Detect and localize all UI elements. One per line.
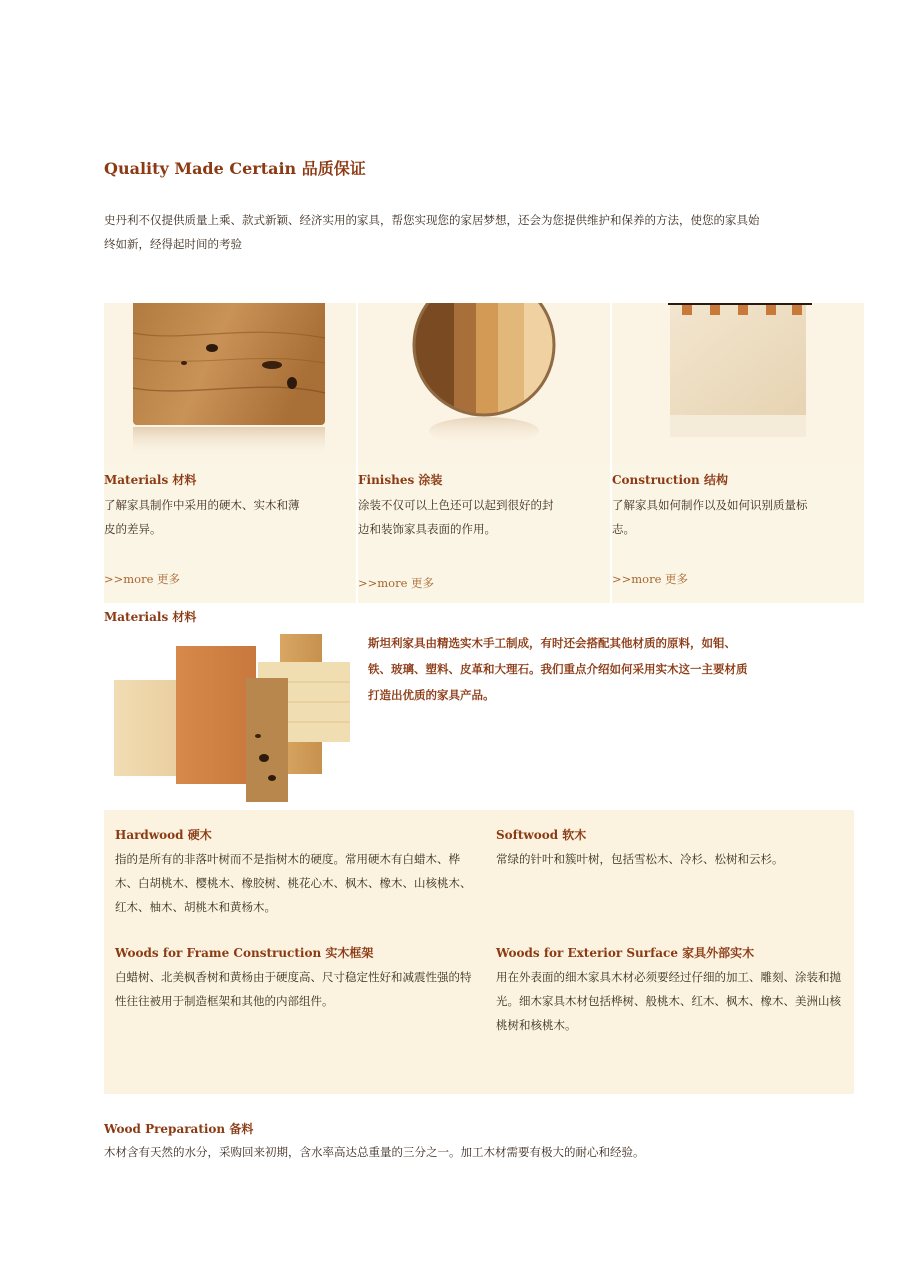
- card-image-area: [612, 303, 864, 463]
- wood-samples-image: [112, 632, 356, 804]
- section-softwood: [496, 826, 841, 871]
- more-link-finishes[interactable]: >>more 更多: [358, 576, 435, 590]
- intro-paragraph: 史丹利不仅提供质量上乘、款式新颖、经济实用的家具，帮您实现您的家居梦想，还会为您提供维护和保养的方法，使您的家具始终如新，经得起时间的考验: [104, 213, 760, 251]
- section-frame: [115, 944, 475, 1013]
- card-description: 涂装不仅可以上色还可以起到很好的封边和装饰家具表面的作用。: [358, 498, 554, 536]
- card-image-area: [104, 303, 356, 463]
- section-hardwood: [115, 826, 475, 919]
- card-title: Finishes 涂装: [358, 473, 443, 487]
- section-body: 用在外表面的细木家具木材必须要经过仔细的加工、雕刻、涂装和抛光。细木家具木材包括桦树、般桃木、红木、枫木、橡木、美洲山核桃树和核桃木。: [496, 970, 841, 1032]
- preparation-body: 木材含有天然的水分，采购回来初期，含水率高达总重量的三分之一。加工木材需要有极大的耐心和经验。: [104, 1145, 645, 1159]
- section-title: Woods for Exterior Surface 家具外部实木: [496, 946, 755, 960]
- card-description: 了解家具如何制作以及如何识别质量标志。: [612, 498, 808, 536]
- card-title: Construction 结构: [612, 473, 728, 487]
- card-construction: [612, 303, 864, 603]
- section-body: 白蜡树、北美枫香树和黄杨由于硬度高、尺寸稳定性好和减震性强的特性往往被用于制造框架和其他的内部组件。: [115, 970, 472, 1008]
- page-title: Quality Made Certain 品质保证: [104, 159, 366, 178]
- more-link-materials[interactable]: >>more 更多: [104, 572, 181, 586]
- card-image-area: [358, 303, 610, 463]
- wood-disc-image: [358, 303, 610, 463]
- card-description: 了解家具制作中采用的硬木、实木和薄皮的差异。: [104, 498, 300, 536]
- section-title: Softwood 软木: [496, 828, 587, 842]
- section-exterior: [496, 944, 841, 1037]
- section-body: 指的是所有的非落叶树而不是指树木的硬度。常用硬木有白蜡木、桦木、白胡桃木、樱桃木、橡胶树、桃花心木、枫木、橡木、山核桃木、红木、柚木、胡桃木和黄杨木。: [115, 852, 472, 914]
- materials-intro: 斯坦利家具由精选实木手工制成，有时还会搭配其他材质的原料，如钼、铁、玻璃、塑料、皮革和大理石。我们重点介绍如何采用实木这一主要材质打造出优质的家具产品。: [368, 636, 748, 702]
- section-title: Hardwood 硬木: [115, 828, 212, 842]
- card-finishes: [358, 303, 610, 603]
- card-materials: [104, 303, 356, 603]
- drawer-joint-image: [612, 303, 864, 463]
- card-title: Materials 材料: [104, 473, 197, 487]
- preparation-title: Wood Preparation 备料: [104, 1122, 254, 1136]
- wood-plank-image: [104, 303, 356, 463]
- section-body: 常绿的针叶和簇叶树，包括雪松木、冷杉、松树和云杉。: [496, 852, 784, 866]
- wood-types-panel: [104, 810, 854, 1094]
- section-title: Woods for Frame Construction 实木框架: [115, 946, 374, 960]
- more-link-construction[interactable]: >>more 更多: [612, 572, 689, 586]
- materials-heading: Materials 材料: [104, 610, 197, 624]
